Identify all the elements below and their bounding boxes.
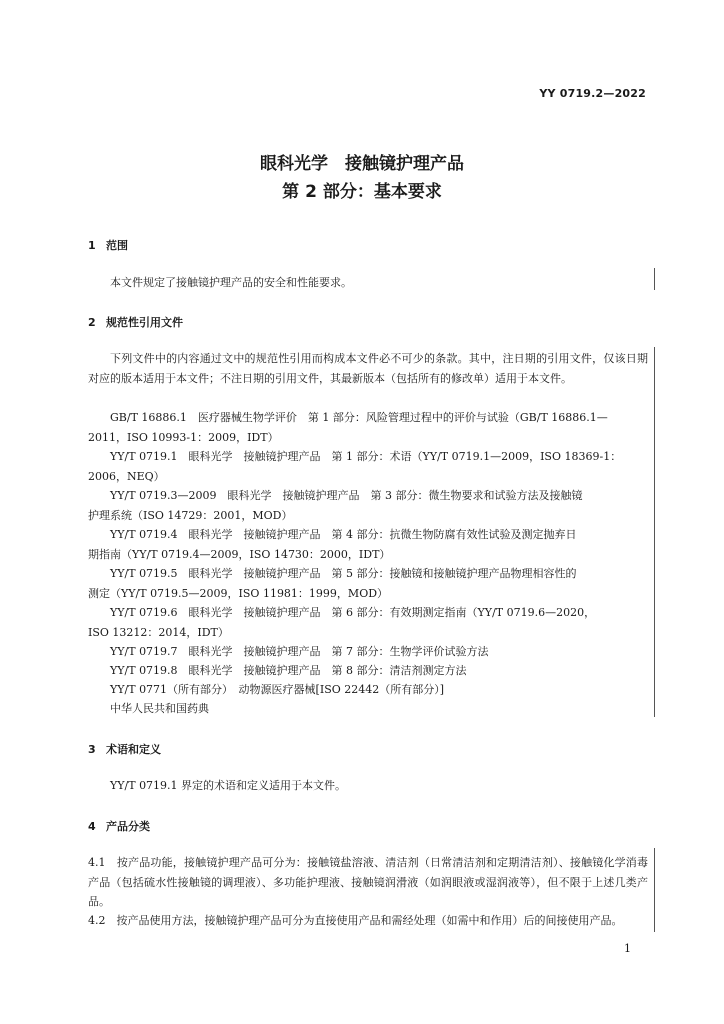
section-2-heading <box>88 314 183 330</box>
reference-line: YY/T 0719.5 眼科光学 接触镜护理产品 第 5 部分：接触镜和接触镜护理产品物理相容性的 <box>110 567 577 580</box>
section-title: 范围 <box>106 239 128 252</box>
standard-code: YY 0719.2—2022 <box>539 87 646 100</box>
clause-4-1: 4.1 按产品功能，接触镜护理产品可分为：接触镜盐溶液、清洁剂（日常清洁剂和定期清洁剂）、接触镜化学消毒产品（包括硫水性接触镜的调理液）、多功能护理液、接触镜润滑液（如润眼液或湿润液等），但不限于上述几类产品。 <box>88 856 648 908</box>
change-bar <box>654 347 655 717</box>
section-1-heading <box>88 237 128 253</box>
reference-line: 中华人民共和国药典 <box>110 702 209 715</box>
reference-item <box>88 699 648 719</box>
section-4-heading <box>88 818 150 834</box>
section-number: 2 <box>88 316 96 329</box>
reference-line: ISO 13212：2014，IDT） <box>88 625 229 639</box>
reference-line: 测定（YY/T 0719.5—2009，ISO 11981：1999，MOD） <box>88 586 389 600</box>
reference-line: 护理系统（ISO 14729：2001，MOD） <box>88 508 293 522</box>
section-2-intro: 下列文件中的内容通过文中的规范性引用而构成本文件必不可少的条款。其中，注日期的引用文件，仅该日期对应的版本适用于本文件；不注日期的引用文件，其最新版本（包括所有的修改单）适用于本文件。 <box>88 352 648 385</box>
section-3-heading <box>88 741 161 757</box>
reference-line: GB/T 16886.1 医疗器械生物学评价 第 1 部分：风险管理过程中的评价与试验（GB/T 16886.1— <box>110 411 608 424</box>
change-bar <box>654 268 655 290</box>
reference-line: YY/T 0719.3—2009 眼科光学 接触镜护理产品 第 3 部分：微生物要求和试验方法及接触镜 <box>110 489 583 502</box>
reference-line: 2006，NEQ） <box>88 469 165 483</box>
reference-line: YY/T 0719.8 眼科光学 接触镜护理产品 第 8 部分：清洁剂测定方法 <box>110 664 467 677</box>
reference-item <box>88 642 648 662</box>
section-number: 1 <box>88 239 96 252</box>
reference-item <box>88 603 648 642</box>
reference-item <box>88 661 648 681</box>
reference-item <box>88 447 648 486</box>
reference-line: YY/T 0771（所有部分） 动物源医疗器械[ISO 22442（所有部分）] <box>110 683 445 696</box>
reference-line: YY/T 0719.1 眼科光学 接触镜护理产品 第 1 部分：术语（YY/T 0719.1—2009，ISO 18369-1： <box>110 450 622 463</box>
section-number: 3 <box>88 743 96 756</box>
section-number: 4 <box>88 820 96 833</box>
document-title-line2: 第 2 部分：基本要求 <box>282 182 442 202</box>
section-title: 产品分类 <box>106 820 150 833</box>
reference-item <box>88 680 648 700</box>
section-1-body: 本文件规定了接触镜护理产品的安全和性能要求。 <box>110 276 352 289</box>
reference-line: YY/T 0719.7 眼科光学 接触镜护理产品 第 7 部分：生物学评价试验方法 <box>110 645 489 658</box>
reference-item <box>88 525 648 564</box>
page-number: 1 <box>624 942 631 955</box>
section-title: 术语和定义 <box>106 743 161 756</box>
reference-item <box>88 408 648 447</box>
change-bar <box>654 848 655 932</box>
reference-line: 2011，ISO 10993-1：2009，IDT） <box>88 430 279 444</box>
section-3-body: YY/T 0719.1 界定的术语和定义适用于本文件。 <box>110 779 347 792</box>
reference-item <box>88 486 648 525</box>
reference-line: YY/T 0719.6 眼科光学 接触镜护理产品 第 6 部分：有效期测定指南（YY/T 0719.6—2020， <box>110 606 596 619</box>
document-title-line1: 眼科光学 接触镜护理产品 <box>260 154 464 174</box>
clause-4-2: 4.2 按产品使用方法，接触镜护理产品可分为直接使用产品和需经处理（如需中和作用）后的间接使用产品。 <box>88 914 623 927</box>
section-title: 规范性引用文件 <box>106 316 183 329</box>
reference-item <box>88 564 648 603</box>
reference-line: YY/T 0719.4 眼科光学 接触镜护理产品 第 4 部分：抗微生物防腐有效性试验及测定抛弃日 <box>110 528 577 541</box>
reference-line: 期指南（YY/T 0719.4—2009，ISO 14730：2000，IDT） <box>88 547 391 561</box>
